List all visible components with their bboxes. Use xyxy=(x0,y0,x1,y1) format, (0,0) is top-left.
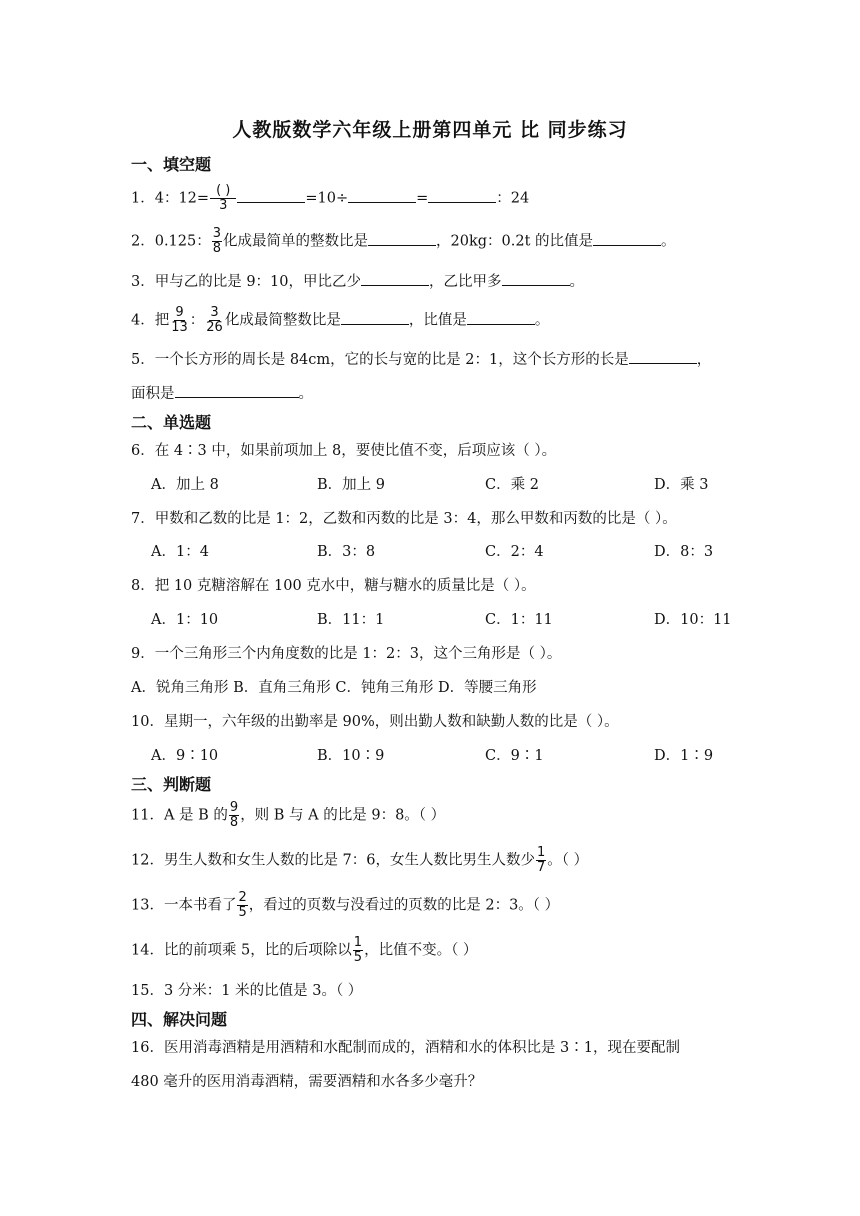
answer-blank xyxy=(341,310,409,325)
answer-blank xyxy=(348,188,416,203)
option-a: A．加上 8 xyxy=(151,477,219,493)
question-5: 5．一个长方形的周长是 84cm，它的长与宽的比是 2：1，这个长方形的长是 ， xyxy=(131,348,711,369)
question-11: 11．A 是 B 的 $\frac{9}{8}$ ，则 B 与 A 的比是 9：8。（ ） xyxy=(131,800,446,830)
option-a: A．9∶10 xyxy=(151,748,219,764)
answer-blank xyxy=(502,271,570,286)
answer-blank xyxy=(629,349,697,364)
option-d: D．1∶9 xyxy=(654,748,714,764)
option-b: B．11：1 xyxy=(317,612,385,628)
answer-blank xyxy=(368,231,436,246)
section-heading-true-false: 三、判断题 xyxy=(131,775,212,794)
question-4: 4．把 $\frac{9}{13}$ ： $\frac{3}{26}$ 化成最简整数比是 ，比值是 。 xyxy=(131,305,550,335)
question-16-continued: 480 毫升的医用消毒酒精，需要酒精和水各多少毫升？ xyxy=(131,1074,483,1090)
option-b: B．3：8 xyxy=(317,544,376,560)
answer-blank xyxy=(237,188,305,203)
fraction: $\frac{3}{8}$ xyxy=(212,226,222,256)
section-heading-problem-solving: 四、解决问题 xyxy=(131,1010,228,1029)
section-heading-fill-in: 一、填空题 xyxy=(131,155,212,174)
question-13: 13．一本书看了 $\frac{2}{5}$ ，看过的页数与没看过的页数的比是 2：3。（ ） xyxy=(131,890,560,920)
question-16: 16．医用消毒酒精是用酒精和水配制而成的，酒精和水的体积比是 3∶1，现在要配制 xyxy=(131,1040,681,1056)
fraction: $\frac{3}{26}$ xyxy=(206,305,223,335)
question-7: 7．甲数和乙数的比是 1：2，乙数和丙数的比是 3：4，那么甲数和丙数的比是（ ）。 xyxy=(131,511,677,527)
option-b: B．加上 9 xyxy=(317,477,385,493)
question-2: 2．0.125： $\frac{3}{8}$ 化成最简单的整数比是 ，20kg：0.2t 的比值是 。 xyxy=(131,226,676,256)
fraction: $\frac{( )}{3}$ xyxy=(210,184,236,213)
option-d: D．10：11 xyxy=(654,612,732,628)
fraction: $\frac{1}{5}$ xyxy=(353,935,363,965)
option-c: C．2：4 xyxy=(485,544,544,560)
option-b: B．10∶9 xyxy=(317,748,385,764)
fraction: $\frac{2}{5}$ xyxy=(238,890,247,920)
fraction: $\frac{1}{7}$ xyxy=(537,845,546,875)
question-3: 3．甲与乙的比是 9：10，甲比乙少 ，乙比甲多 。 xyxy=(131,270,584,291)
answer-blank xyxy=(175,383,299,398)
answer-blank xyxy=(467,310,535,325)
option-d: D．乘 3 xyxy=(654,477,709,493)
option-a: A．1：4 xyxy=(151,544,209,560)
answer-blank xyxy=(361,271,429,286)
question-8: 8．把 10 克糖溶解在 100 克水中，糖与糖水的质量比是（ ）。 xyxy=(131,578,536,594)
option-c: C．9∶1 xyxy=(485,748,544,764)
option-a: A．1：10 xyxy=(151,612,219,628)
question-14: 14．比的前项乘 5，比的后项除以 $\frac{1}{5}$ ，比值不变。（ ） xyxy=(131,935,478,965)
question-5-continued: 面积是 。 xyxy=(131,382,313,403)
question-12: 12．男生人数和女生人数的比是 7：6，女生人数比男生人数少 $\frac{1}{7}$ 。（ ） xyxy=(131,845,589,875)
answer-blank xyxy=(428,188,496,203)
fraction: $\frac{9}{8}$ xyxy=(229,800,239,830)
answer-blank xyxy=(593,231,661,246)
question-1: 1．4：12= $\frac{( )}{3}$ =10÷ = ：24 xyxy=(131,183,530,213)
question-9-options: A．锐角三角形 B．直角三角形 C．钝角三角形 D．等腰三角形 xyxy=(131,680,537,696)
option-c: C．乘 2 xyxy=(485,477,539,493)
question-15: 15．3 分米：1 米的比值是 3。（ ） xyxy=(131,983,363,999)
option-d: D．8：3 xyxy=(654,544,714,560)
question-10: 10．星期一，六年级的出勤率是 90%，则出勤人数和缺勤人数的比是（ ）。 xyxy=(131,714,619,730)
section-heading-single-choice: 二、单选题 xyxy=(131,413,212,432)
page-title: 人教版数学六年级上册第四单元 比 同步练习 xyxy=(232,119,628,141)
option-c: C．1：11 xyxy=(485,612,553,628)
question-9: 9．一个三角形三个内角度数的比是 1：2：3，这个三角形是（ ）。 xyxy=(131,646,562,662)
fraction: $\frac{9}{13}$ xyxy=(171,305,188,335)
question-6: 6．在 4∶3 中，如果前项加上 8，要使比值不变，后项应该（ ）。 xyxy=(131,443,557,459)
